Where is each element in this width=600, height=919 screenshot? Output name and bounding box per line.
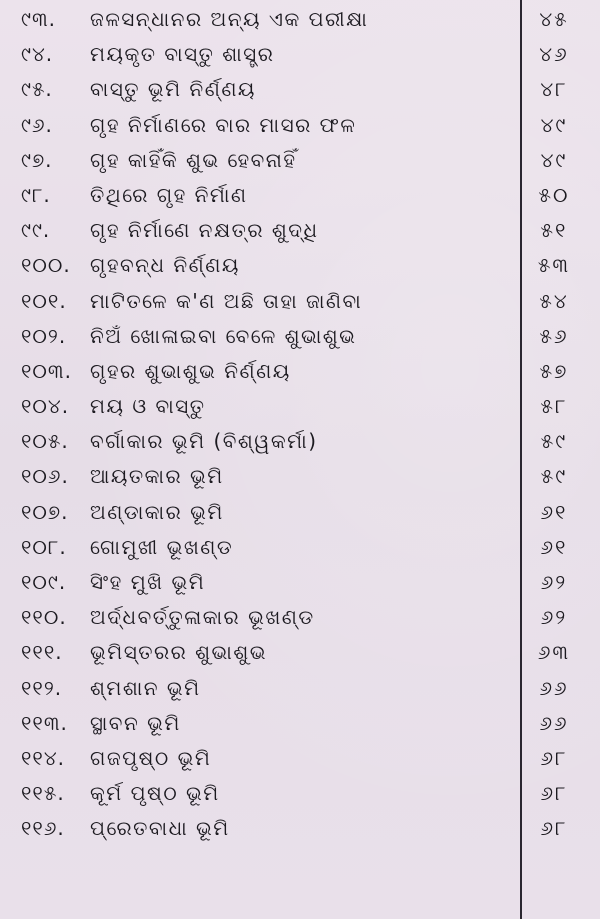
toc-entry-number: ୯୮. xyxy=(21,182,51,207)
toc-entry-number: ୧୧୫. xyxy=(21,781,65,806)
toc-entry xyxy=(0,213,600,248)
toc-entry-title: ଜଳସନ୍ଧାନର ଅନ୍ୟ ଏକ ପରୀକ୍ଷା xyxy=(90,7,369,31)
toc-entry-title: ଗୃହ ନିର୍ମାଣରେ ବାର ମାସର ଫଳ xyxy=(90,112,357,137)
toc-entry-number: ୧୦୮. xyxy=(21,534,67,559)
toc-entry-page-number: ୫୭ xyxy=(539,358,569,383)
toc-entry-number: ୧୧୧. xyxy=(21,640,63,665)
toc-entry-title: ଆୟତକାର ଭୂମି xyxy=(90,464,224,489)
toc-entry-page-number: ୫୬ xyxy=(539,323,569,348)
toc-entry-number: ୧୧୬. xyxy=(21,816,65,841)
toc-entry-number: ୯୬. xyxy=(21,112,53,137)
toc-entry-page-number: ୬୧ xyxy=(540,499,568,524)
toc-entry-number: ୯୯. xyxy=(21,218,51,243)
toc-entry-title: ବାସ୍ତୁ ଭୂମି ନିର୍ଣ୍ଣୟ xyxy=(90,77,256,102)
toc-entry xyxy=(0,319,600,354)
toc-entry xyxy=(0,72,600,107)
toc-entry xyxy=(0,635,600,670)
toc-entry-title: ମାଟିତଳେ କ'ଣ ଅଛି ତାହା ଜାଣିବା xyxy=(90,288,363,313)
toc-entry-page-number: ୬୬ xyxy=(539,675,569,700)
toc-entry-page-number: ୫୮ xyxy=(540,394,568,419)
toc-entry xyxy=(0,108,600,143)
toc-entry-page-number: ୫୯ xyxy=(540,429,568,454)
toc-entry xyxy=(0,2,600,37)
toc-entry-number: ୧୧୩. xyxy=(21,710,68,735)
toc-entry xyxy=(0,354,600,389)
toc-entry-page-number: ୬୨ xyxy=(540,570,568,594)
toc-entry-title: ଅଣ୍ଡାକାର ଭୂମି xyxy=(90,499,224,524)
toc-entry xyxy=(0,741,600,776)
toc-entry-title: ପ୍ରେତବାଧା ଭୂମି xyxy=(90,816,230,841)
toc-entry xyxy=(0,495,600,530)
toc-entry-title: କୂର୍ମ ପୃଷ୍ଠ ଭୂମି xyxy=(90,781,220,806)
toc-entry xyxy=(0,284,600,319)
toc-entry-page-number: ୬୬ xyxy=(539,710,569,735)
toc-entry-title: ବର୍ଗାକାର ଭୂମି (ବିଶ୍ୱକର୍ମା) xyxy=(90,429,318,454)
toc-entry-number: ୯୪. xyxy=(21,42,54,67)
toc-entry-number: ୧୦୦. xyxy=(21,253,71,278)
toc-entry xyxy=(0,389,600,424)
toc-entry-page-number: ୬୮ xyxy=(540,745,568,770)
toc-entry-number: ୯୩. xyxy=(21,7,57,31)
toc-entry-page-number: ୫୯ xyxy=(540,464,568,489)
toc-entry-page-number: ୪୫ xyxy=(539,7,569,31)
toc-entry xyxy=(0,424,600,459)
toc-entry-page-number: ୪୮ xyxy=(540,77,568,102)
toc-entry xyxy=(0,143,600,178)
table-of-contents xyxy=(0,2,600,847)
toc-entry-number: ୧୧୪. xyxy=(21,745,66,770)
toc-entry-title: ଗୋମୁଖୀ ଭୂଖଣ୍ଡ xyxy=(90,534,234,559)
toc-entry-title: ଗୃହ କାହିଁକି ଶୁଭ ହେବନାହିଁ xyxy=(90,147,297,172)
toc-entry xyxy=(0,248,600,283)
toc-entry xyxy=(0,459,600,494)
toc-entry-page-number: ୬୧ xyxy=(540,534,568,559)
toc-entry-page-number: ୪୬ xyxy=(539,42,569,67)
toc-entry-page-number: ୬୨ xyxy=(540,605,568,630)
toc-entry xyxy=(0,37,600,72)
toc-entry-page-number: ୬୮ xyxy=(540,781,568,806)
toc-entry-number: ୧୧୦. xyxy=(21,605,67,630)
toc-entry-title: ଶ୍ମଶାନ ଭୂମି xyxy=(90,675,201,700)
toc-entry xyxy=(0,530,600,565)
toc-entry-number: ୧୦୩. xyxy=(21,358,72,383)
toc-entry-number: ୧୦୧. xyxy=(21,288,67,313)
toc-entry xyxy=(0,706,600,741)
toc-entry-page-number: ୫୦ xyxy=(538,182,570,207)
toc-entry-title: ତିଥିରେ ଗୃହ ନିର୍ମାଣ xyxy=(90,182,248,207)
toc-entry-title: ଗୃହବନ୍ଧ ନିର୍ଣ୍ଣୟ xyxy=(90,253,240,278)
toc-entry xyxy=(0,600,600,635)
toc-entry-page-number: ୬୩ xyxy=(537,640,571,665)
toc-entry-page-number: ୫୪ xyxy=(539,288,569,313)
toc-entry-page-number: ୪୯ xyxy=(540,147,568,172)
toc-entry-title: ଗୃହ ନିର୍ମାଣେ ନକ୍ଷତ୍ର ଶୁଦ୍ଧି xyxy=(90,218,319,243)
toc-entry-page-number: ୫୩ xyxy=(537,253,571,278)
toc-entry-number: ୧୦୭. xyxy=(21,499,69,524)
toc-entry-title: ଭୂମିସ୍ତରର ଶୁଭାଶୁଭ xyxy=(90,640,267,665)
toc-entry-title: ମୟ ଓ ବାସ୍ତୁ xyxy=(90,394,206,419)
toc-entry-title: ଗୃହର ଶୁଭାଶୁଭ ନିର୍ଣ୍ଣୟ xyxy=(90,358,291,383)
toc-entry-number: ୧୦୪. xyxy=(21,394,70,419)
toc-entry-title: ସ୍ଥାବନ ଭୂମି xyxy=(90,710,181,735)
toc-entry-number: ୯୭. xyxy=(21,147,53,172)
toc-entry-page-number: ୫୧ xyxy=(540,218,568,243)
toc-entry-number: ୧୦୫. xyxy=(21,429,69,454)
toc-entry-page-number: ୪୯ xyxy=(540,112,568,137)
toc-entry-title: ନିଅଁ ଖୋଳାଇବା ବେଳେ ଶୁଭାଶୁଭ xyxy=(90,323,357,348)
toc-entry-number: ୧୦୬. xyxy=(21,464,69,489)
toc-entry-title: ଗଜପୃଷ୍ଠ ଭୂମି xyxy=(90,745,212,770)
toc-entry xyxy=(0,811,600,846)
toc-entry xyxy=(0,776,600,811)
toc-entry-title: ସିଂହ ମୁଖି ଭୂମି xyxy=(90,570,206,594)
toc-entry-number: ୧୦୨. xyxy=(21,323,67,348)
toc-entry-title: ଅର୍ଦ୍ଧବର୍ତ୍ତୁଳାକାର ଭୂଖଣ୍ଡ xyxy=(90,605,315,630)
toc-entry-number: ୧୦୯. xyxy=(21,570,67,594)
toc-entry xyxy=(0,671,600,706)
toc-entry-number: ୯୫. xyxy=(21,77,53,102)
toc-entry-number: ୧୧୨. xyxy=(21,675,63,700)
toc-entry-page-number: ୬୮ xyxy=(540,816,568,841)
toc-entry-title: ମୟକୃତ ବାସ୍ତୁ ଶାସ୍ତ୍ର xyxy=(90,42,275,67)
toc-entry xyxy=(0,178,600,213)
toc-entry xyxy=(0,565,600,600)
